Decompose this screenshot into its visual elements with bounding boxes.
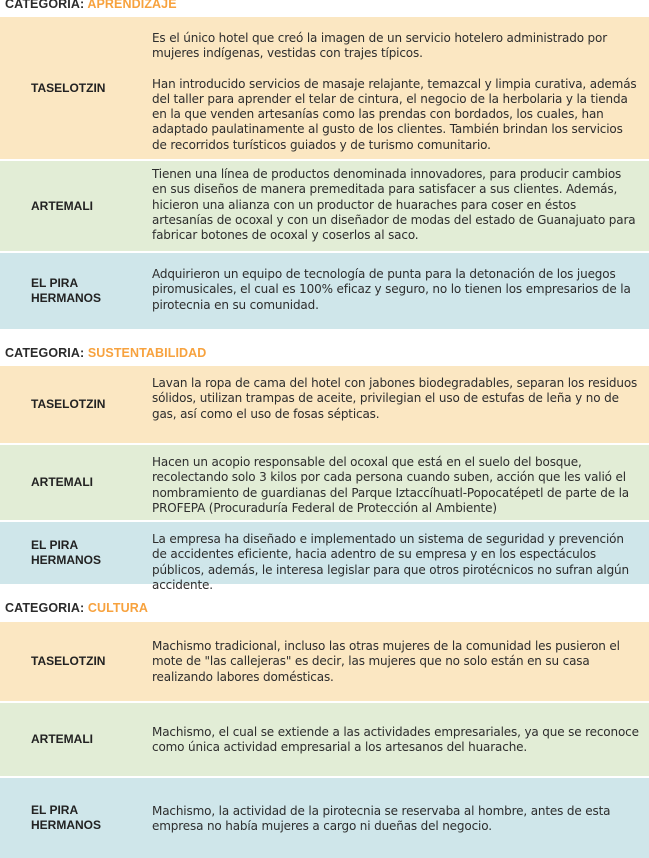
table-row-aprendizaje-taselotzin [0,17,649,159]
description-cell [133,161,649,251]
company-name: EL PIRA HERMANOS [31,803,102,832]
description-paragraph: Lavan la ropa de cama del hotel con jabones biodegradables, separan los residuos sólidos, utilizan trampas de aceite, privilegian el uso de estufas de leña y no de gas, así como el uso de fosas sépticas. [152,376,638,421]
description-paragraph: Es el único hotel que creó la imagen de un servicio hotelero administrado por mujeres indígenas, vestidas con trajes típicos. [152,31,607,61]
category-prefix: CATEGORIA: [5,346,88,360]
category-name: CULTURA [87,601,148,615]
description-paragraph: Machismo tradicional, incluso las otras mujeres de la comunidad les pusieron el mote de "las callejeras" es decir, las mujeres que no solo están en su casa realizando labores domésticas. [152,639,620,684]
description-paragraph: Tienen una línea de productos denominada innovadores, para producir cambios en sus diseños de manera premeditada para satisfacer a sus clientes. Además, hicieron una alianza con un productor de huaraches para coser en éstos artesanías de ocoxal y con un diseñador de modas del estado de Guanajuato para fabricar botones de ocoxal y coserlos al saco. [152,167,636,243]
company-name: EL PIRA HERMANOS [31,276,102,305]
table-row-aprendizaje-artemali [0,161,649,251]
table-row-cultura-artemali [0,703,649,776]
description-cell [133,622,649,701]
category-heading-aprendizaje [5,0,177,11]
company-name: ARTEMALI [31,475,93,489]
category-prefix: CATEGORIA: [5,601,88,615]
description-cell [133,366,649,443]
company-name: TASELOTZIN [31,80,106,95]
description-paragraph: Hacen un acopio responsable del ocoxal que está en el suelo del bosque, recolectando solo 3 kilos por cada persona cuando suben, acción que les valió el nombramiento de guardianas del Parque Iztaccíhuatl-Popocatépetl de parte de la PROFEPA (Procuraduría Federal de Protección al Ambiente) [152,455,629,515]
table-row-aprendizaje-el-pira [0,253,649,329]
description-paragraph: La empresa ha diseñado e implementado un sistema de seguridad y prevención de accidentes eficiente, hacia adentro de su empresa y en los espectáculos públicos, además, le interesa legislar para que otros pirotécnicos no sufran algún accidente. [152,532,629,592]
company-name: TASELOTZIN [31,397,106,411]
description-paragraph: Machismo, la actividad de la pirotecnia se reservaba al hombre, antes de esta empresa no había mujeres a cargo ni dueñas del negocio. [152,804,611,834]
description-cell [133,445,649,520]
table-row-sustentabilidad-artemali [0,445,649,520]
category-heading-sustentabilidad [5,346,206,360]
description-cell [133,253,649,329]
table-row-cultura-taselotzin [0,622,649,701]
category-prefix: CATEGORIA: [5,0,88,11]
table-row-cultura-el-pira [0,778,649,858]
description-paragraph: Machismo, el cual se extiende a las actividades empresariales, ya que se reconoce como única actividad empresarial a los artesanos del huarache. [152,725,639,755]
company-name: ARTEMALI [31,198,93,213]
company-name: EL PIRA HERMANOS [31,538,102,567]
category-name: APRENDIZAJE [87,0,177,11]
category-name: SUSTENTABILIDAD [87,346,207,360]
description-cell [133,17,649,159]
description-cell [133,522,649,592]
description-cell [133,703,649,776]
category-heading-cultura [5,601,148,615]
table-row-sustentabilidad-taselotzin [0,366,649,443]
description-paragraph: Han introducido servicios de masaje relajante, temazcal y limpia curativa, además del taller para aprender el telar de cintura, el negocio de la herbolaria y la tienda en la que venden artesanías como las prendas con bordados, los cuales, han adaptado paulatinamente al gusto de los clientes. También brindan los servicios de recorridos turísticos guiados y de turismo comunitario. [152,76,637,152]
company-name: TASELOTZIN [31,654,106,668]
company-name: ARTEMALI [31,732,93,746]
description-cell [133,778,649,858]
description-paragraph: Adquirieron un equipo de tecnología de punta para la detonación de los juegos piromusicales, el cual es 100% eficaz y seguro, no lo tienen los empresarios de la pirotecnia en su comunidad. [152,267,631,312]
table-row-sustentabilidad-el-pira [0,522,649,592]
